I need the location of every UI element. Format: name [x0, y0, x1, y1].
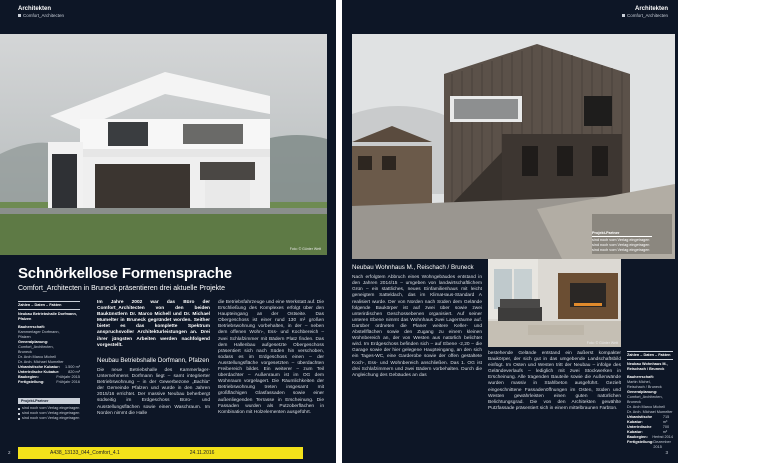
project-heading-dorfmann: Neubau Betriebshalle Dorfmann, Pfalzen — [97, 356, 210, 364]
facts-planning-line: Bruneck — [627, 400, 641, 404]
facts-owner-line: Reischach / Bruneck — [627, 385, 662, 389]
partner-item: sind noch vom Verlag eingetragen — [592, 238, 650, 242]
facts-project: Neubau Wohnhaus M., Reischach / Bruneck — [627, 362, 668, 371]
interior-illustration — [488, 259, 621, 347]
facts-row: Fertigstellung: Dezember 2015 — [627, 440, 671, 449]
left-column-2 — [218, 300, 324, 416]
section-name: Comfort_Architecten — [622, 13, 668, 18]
facts-project: Neubau Betriebshalle Dorfmann, Pfalzen — [18, 312, 77, 321]
facts-owner-label: Bauherrschaft: — [627, 375, 655, 379]
section-category: Architekten — [634, 6, 668, 12]
partner-item: sind noch vom Verlag eingetragen — [18, 411, 80, 416]
facts-box-reischach — [627, 351, 673, 450]
print-slug — [18, 447, 303, 459]
facts-heading: Zahlen – Daten – Fakten — [18, 301, 80, 310]
partner-item: sind noch vom Verlag eingetragen — [592, 243, 650, 247]
body-text: die Betriebsfahrzeuge und eine Werkstatt auf. Die Erschließung des Komplexes erfolgt über den Haupteingang an der Ostseite. Das Obergeschoss ist einer rund 130 m² großen Betriebswohnung vorbehalten, in der – neben dem offenen Wohn-, Ess- und Kochbereich – zwei Schlafzimmer mit Bädern Platz finden. Das dem Hallenbau aufgesetzte Obergeschoss präsentiert sich nach Süden hin verschoben, sodass es im Erdgeschoss einen – der Ausstellungsfläche vorgesetzten – überdachten Freibereich bildet. Ein weiterer – zum Teil überdachter – Außenraum ist im OG dem Wohnraum vorgelagert. Die Räumlichkeiten der Betriebswohnung treten insgesamt mit großflächigen Glasfassaden sowie einer außenliegenden Terrasse in Erscheinung. Die Fassaden wurden als Putzoberflächen in Kombination mit Holzelementen ausgeführt. — [218, 300, 324, 415]
facts-planning-label: Generalplanung: — [627, 390, 658, 394]
page-number: 2 — [8, 450, 11, 455]
facts-row: Unterirdische Kubatur: 820 m³ — [18, 370, 80, 374]
partner-heading: Projekt-Partner — [592, 231, 652, 237]
facts-row: Fertigstellung: Frühjahr 2016 — [18, 380, 80, 384]
facts-planning-line: Dr. Arch. Michael Mumelter — [627, 410, 673, 414]
section-name: Comfort_Architecten — [18, 13, 64, 18]
facts-planning-line: Dr. Arch. Michael Mumelter — [18, 360, 64, 364]
canvas-margin — [678, 0, 772, 463]
facts-row: Baubeginn: Frühjahr 2015 — [18, 375, 80, 379]
facts-row: Urbanistische Kubatur: 1.500 m³ — [18, 365, 80, 369]
partner-item: sind noch vom Verlag eingetragen — [592, 248, 650, 252]
facts-owner-line: Martin Michel, — [627, 380, 651, 384]
facts-owner-line: Kammerlager Dorfmann, — [18, 330, 60, 334]
facts-row: Baubeginn: Herbst 2014 — [627, 435, 673, 439]
partner-item: sind noch vom Verlag eingetragen — [18, 416, 80, 421]
facts-planning-line: Dr. Arch Marco Michell — [627, 405, 665, 409]
body-text: Nach erfolgtem Abbruch eines Wohngebäudes entstand in den Jahren 2014/15 – umgeben von landwirtschaftlichem Grün – ein stattliches, neues Einfamilienhaus mit leicht geneigtem Satteldach, das im KlimaHaus-Standard A realisiert wurde. Der von Norden nach Süden dem Gelände folgende Baukörper ist auf zwei über sowie zwei unterirdischen Geschossebenen organisiert. Auf seiner unteren Ebene nimmt das Wohnhaus zwei Lagerräume auf. Darüber ordneten die Planer weitere Keller- und Abstellflächen sowie den Zugang zu einem kleinen Wohnbereich an, der von Westen aus natürlich belichtet wird. Im Erdgeschoss befinden sich – auf Ebene -2,20 – die Garage sowie der hier gelegene Haupteingang, an den sich ein Tages-WC, eine Garderobe sowie der offen gestaltete Koch-, Ess- und Wohnbereich anschließen. Das 1. OG ist drei Schlafzimmern und zwei Bädern vorbehalten. Durch die Angleichung des Gebäudes an das — [352, 275, 482, 378]
article-subtitle: Comfort_Architecten in Bruneck präsentieren drei aktuelle Projekte — [18, 285, 225, 292]
left-page — [0, 0, 336, 463]
photo-credit: Foto: © Günter Wett — [289, 247, 321, 251]
partner-heading: Projekt-Partner — [18, 398, 80, 404]
article-title: Schnörkellose Formensprache — [18, 265, 232, 282]
facts-row: Unterirdische Kubatur: 700 m³ — [627, 425, 670, 434]
intro-lead: Im Jahre 2002 war das Büro der Comfort_Architecten von den beiden Baukünstlern Dr. Marco Michell und Dr. Michael Mumelter in Bruneck gegründet worden. Seither bietet es das komplette Spektrum anspruchsvoller Architekturleistungen an. Drei ihrer jüngsten Arbeiten werden nachfolgend vorgestellt. — [97, 300, 210, 348]
house-illustration — [352, 34, 675, 259]
page-number: 3 — [665, 450, 668, 455]
photo-credit: Foto: © Günter Wett — [586, 341, 618, 345]
section-category: Architekten — [18, 6, 52, 12]
facts-owner-line: Pfalzen — [18, 335, 31, 339]
right-column-1 — [352, 264, 482, 379]
facts-planning-line: Dr. Arch Marco Michell — [18, 355, 56, 359]
facts-planning-line: Comfort_Architecten, — [18, 345, 54, 349]
right-page — [342, 0, 678, 463]
photo-partner-box — [592, 231, 652, 253]
left-column-1 — [97, 300, 210, 417]
body-text: Die neue Betriebshalle des Kammerlager-Unternehmens Dorfmann liegt – samt integrierter Betriebswohnung – in der Gewerbezone „Bachla" der Gemeinde Pfalzen und wurde in den Jahren 2015/16 errichtet. Der massive Neubau beherbergt südseitig im Erdgeschoss Büro- und Ausstellungsflächen sowie einen Waschraum. Im Norden nimmt die Halle — [97, 367, 210, 416]
facts-box-dorfmann — [18, 301, 80, 385]
house-photo-reischach — [352, 34, 675, 259]
right-column-2 — [488, 351, 621, 412]
interior-photo — [488, 259, 621, 347]
project-heading-reischach: Neubau Wohnhaus M., Reischach / Bruneck — [352, 264, 474, 271]
facts-planning-line: Bruneck — [18, 350, 32, 354]
slug-date: 24.11.2016 — [189, 450, 215, 456]
body-text: bestehende Gelände entstand ein äußerst kompakter Baukörper, der sich gut in das umgebende Landschaftsbild einfügt. Im Osten und Westen tritt der Neubau – infolge des Geländeverlaufs – lediglich mit zwei Stockwerken in Erscheinung. Alle tragenden Bauteile sowie die Außenwände wurden massiv in Stahlbeton ausgeführt. Gezielt eingeschnittene Fassadenöffnungen im Osten, Süden und Westen gewährleisten einen guten natürlichen Belichtungsgrad. Die von den Architekten gewählte Putzfassade präsentiert sich in einem mittelbraunen Farbton. — [488, 351, 621, 411]
facts-heading: Zahlen – Daten – Fakten — [627, 351, 673, 360]
facts-planning-label: Generalplanung: — [18, 340, 49, 344]
slug-file: A438_13133_044_Comfort_4.1 — [50, 450, 120, 456]
facts-planning-line: Comfort_Architecten, — [627, 395, 663, 399]
facts-owner-label: Bauherrschaft: — [18, 325, 46, 329]
house-photo-dorfmann — [0, 34, 327, 255]
facts-row: Urbanistische Kubatur: 715 m³ — [627, 415, 670, 424]
project-partner-box — [18, 398, 80, 421]
house-illustration — [0, 34, 327, 255]
partner-item: sind noch vom Verlag eingetragen — [18, 406, 80, 411]
